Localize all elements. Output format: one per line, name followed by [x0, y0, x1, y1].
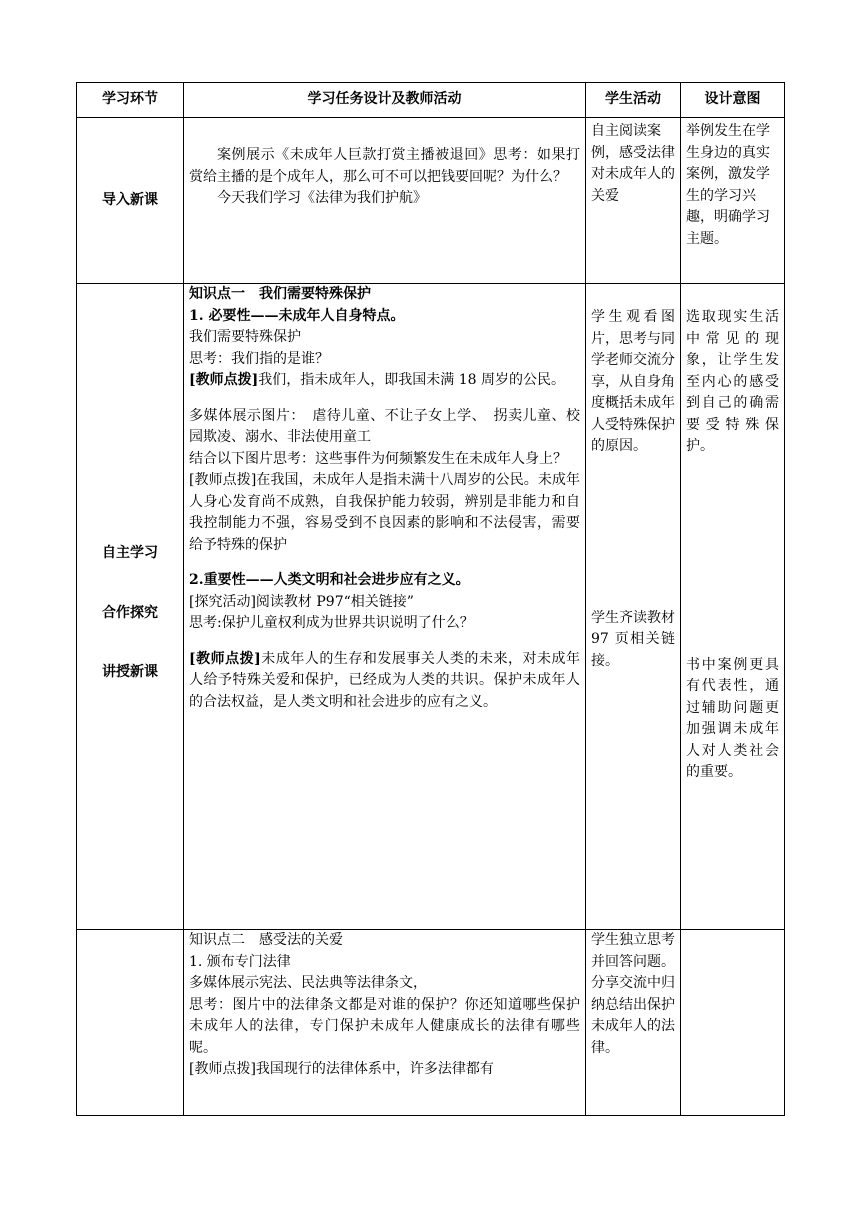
intent-law-care	[681, 930, 785, 1116]
consensus-question-line: 思考:保护儿童权利成为世界共识说明了什么？	[189, 615, 474, 631]
teacher-tip-4: [教师点拨]我国现行的法律体系中，许多法律都有	[189, 1061, 494, 1077]
image-question-line: 结合以下图片思考：这些事件为何频繁发生在未成年人身上？	[189, 450, 567, 467]
lesson-plan-table	[76, 82, 785, 1116]
student-new-lesson	[586, 284, 681, 930]
stage-self-study: 自主学习	[102, 545, 158, 561]
law-question-line: 思考：图片中的法律条文都是对谁的保护？你还知道哪些保护未成年人的法律，专门保护未成年人健康成长的法律有哪些呢。	[189, 996, 580, 1056]
importance-heading: 2.重要性——人类文明和社会进步应有之义。	[189, 572, 470, 588]
stage-new-lesson	[77, 284, 184, 930]
intro-case-text: 案例展示《未成年人巨款打赏主播被退回》思考：如果打赏给主播的是个成年人，那么可不可以把钱要回呢？为什么？	[189, 147, 580, 185]
task-new-lesson	[184, 284, 586, 930]
knowledge-point-2-title: 知识点二 感受法的关爱	[189, 932, 343, 948]
header-task: 学习任务设计及教师活动	[184, 83, 586, 118]
student-activity-1: 学生观看图片，思考与同学老师交流分享，从自身角度概括未成年人受特殊保护的原因。	[591, 309, 675, 454]
teacher-tip-text: 在我国，未成年人是指未满十八周岁的公民。未成年人身心发育尚不成熟，自我保护能力较弱，辨别是非能力和自我控制能力不强，容易受到不良因素的影响和不法侵害，需要给予特殊的保护	[189, 472, 580, 553]
design-intent-2: 书中案例更具有代表性，通过辅助问题更加强调未成年人对人类社会的重要。	[686, 656, 779, 780]
teacher-tip-3	[189, 649, 580, 714]
header-student: 学生活动	[586, 83, 681, 118]
media-laws-line: 多媒体展示宪法、民法典等法律条文，	[189, 975, 427, 991]
student-activity-3: 学生独立思考并回答问题。分享交流中归纳总结出保护未成年人的法律。	[591, 932, 675, 1056]
student-activity-2: 学生齐读教材 97 页相关链接。	[591, 609, 675, 669]
intent-intro: 举例发生在学生身边的真实案例，激发学生的学习兴趣，明确学习主题。	[681, 118, 785, 284]
stage-cooperative: 合作探究	[102, 604, 158, 621]
special-protection-line: 我们需要特殊保护	[189, 329, 301, 345]
student-intro: 自主阅读案例，感受法律对未成年人的关爱	[586, 118, 681, 284]
header-row	[77, 83, 785, 118]
intro-topic-text: 今天我们学习《法律为我们护航》	[217, 190, 427, 206]
task-intro	[184, 118, 586, 284]
table-row-new-lesson	[77, 284, 785, 930]
media-images-line: 多媒体展示图片： 虐待儿童、不让子女上学、 拐卖儿童、校园欺凌、溺水、非法使用童工	[189, 407, 580, 445]
table-row-intro	[77, 118, 785, 284]
teacher-tip-label: [教师点拨]	[189, 472, 257, 488]
teacher-tip-text: 未成年人的生存和发展事关人类的未来，对未成年人给予特殊关爱和保护，已经成为人类的共识。保护未成年人的合法权益，是人类文明和社会进步的应有之义。	[189, 650, 580, 710]
header-stage: 学习环节	[77, 83, 184, 118]
explore-activity-line: [探究活动]阅读教材 P97“相关链接”	[189, 593, 414, 610]
necessity-heading: 1. 必要性——未成年人自身特点。	[189, 307, 405, 324]
stage-intro: 导入新课	[77, 118, 184, 284]
teacher-tip-label: [教师点拨]	[189, 650, 261, 667]
knowledge-point-1-title: 知识点一 我们需要特殊保护	[189, 286, 371, 302]
teacher-tip-2	[189, 470, 580, 556]
header-intent: 设计意图	[681, 83, 785, 118]
special-law-heading: 1. 颁布专门法律	[189, 953, 291, 970]
question-who-line: 思考：我们指的是谁？	[189, 350, 329, 367]
teacher-tip-text: 我们，指未成年人，即我国未满 18 周岁的公民。	[258, 372, 565, 388]
student-law-care	[586, 930, 681, 1116]
design-intent-1: 选取现实生活中常见的现象，让学生发至内心的感受到自己的确需要受特殊保护。	[686, 309, 779, 454]
table-row-law-care	[77, 930, 785, 1116]
teacher-tip-1	[189, 370, 580, 392]
stage-teaching: 讲授新课	[102, 664, 158, 680]
stage-law-care	[77, 930, 184, 1116]
task-law-care	[184, 930, 586, 1116]
teacher-tip-label: [教师点拨]	[189, 372, 259, 388]
intent-new-lesson	[681, 284, 785, 930]
